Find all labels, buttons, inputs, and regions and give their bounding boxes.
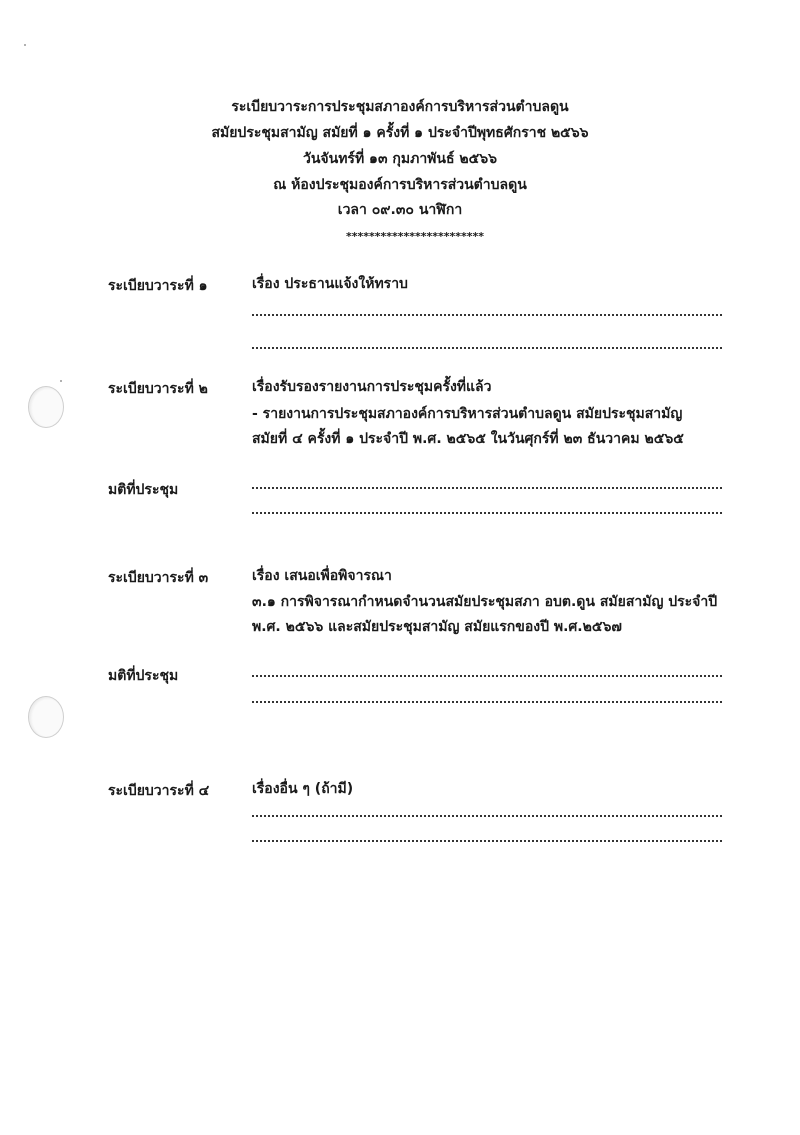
star-separator: ************************ [345, 230, 485, 243]
title-line-5: เวลา ๐๙.๓๐ นาฬิกา [337, 202, 463, 218]
agenda-4-label: ระเบียบวาระที่ ๔ [108, 783, 210, 799]
agenda-2-resolution-line-1 [252, 487, 722, 489]
agenda-4-blank-line-1 [252, 815, 722, 817]
agenda-3-detail-1: ๓.๑ การพิจารณากำหนดจำนวนสมัยประชุมสภา อบต.ดูน สมัยสามัญ ประจำปี [252, 594, 718, 610]
agenda-3-resolution-line-2 [252, 701, 722, 703]
agenda-2-resolution-line-2 [252, 512, 722, 514]
agenda-2-label: ระเบียบวาระที่ ๒ [108, 381, 208, 397]
agenda-1-label: ระเบียบวาระที่ ๑ [108, 278, 208, 294]
agenda-3-title: เรื่อง เสนอเพื่อพิจารณา [252, 568, 392, 584]
agenda-1-blank-line-1 [252, 314, 722, 316]
agenda-3-detail-2: พ.ศ. ๒๕๖๖ และสมัยประชุมสามัญ สมัยแรกของปี พ.ศ.๒๕๖๗ [252, 619, 622, 635]
agenda-1-title: เรื่อง ประธานแจ้งให้ทราบ [252, 276, 408, 292]
agenda-3-resolution-label: มติที่ประชุม [108, 668, 179, 684]
title-line-3: วันจันทร์ที่ ๑๓ กุมภาพันธ์ ๒๕๖๖ [303, 151, 497, 167]
agenda-3-resolution-line-1 [252, 675, 722, 677]
agenda-1-blank-line-2 [252, 347, 722, 349]
punch-hole-upper [28, 386, 64, 428]
agenda-4-blank-line-2 [252, 840, 722, 842]
title-line-4: ณ ห้องประชุมองค์การบริหารส่วนตำบลดูน [273, 177, 527, 193]
punch-hole-lower [28, 696, 64, 738]
agenda-2-title: เรื่องรับรองรายงานการประชุมครั้งที่แล้ว [252, 379, 492, 395]
agenda-2-detail-2: สมัยที่ ๔ ครั้งที่ ๑ ประจำปี พ.ศ. ๒๕๖๕ ในวันศุกร์ที่ ๒๓ ธันวาคม ๒๕๖๕ [252, 431, 684, 447]
agenda-2-resolution-label: มติที่ประชุม [108, 482, 179, 498]
scan-speck [24, 44, 26, 46]
agenda-2-detail-1: - รายงานการประชุมสภาองค์การบริหารส่วนตำบลดูน สมัยประชุมสามัญ [252, 406, 683, 422]
agenda-3-label: ระเบียบวาระที่ ๓ [108, 570, 209, 586]
title-line-2: สมัยประชุมสามัญ สมัยที่ ๑ ครั้งที่ ๑ ประจำปีพุทธศักราช ๒๕๖๖ [211, 125, 589, 141]
title-line-1: ระเบียบวาระการประชุมสภาองค์การบริหารส่วนตำบลดูน [231, 99, 569, 115]
agenda-4-title: เรื่องอื่น ๆ (ถ้ามี) [252, 781, 354, 797]
scan-speck [60, 380, 62, 382]
